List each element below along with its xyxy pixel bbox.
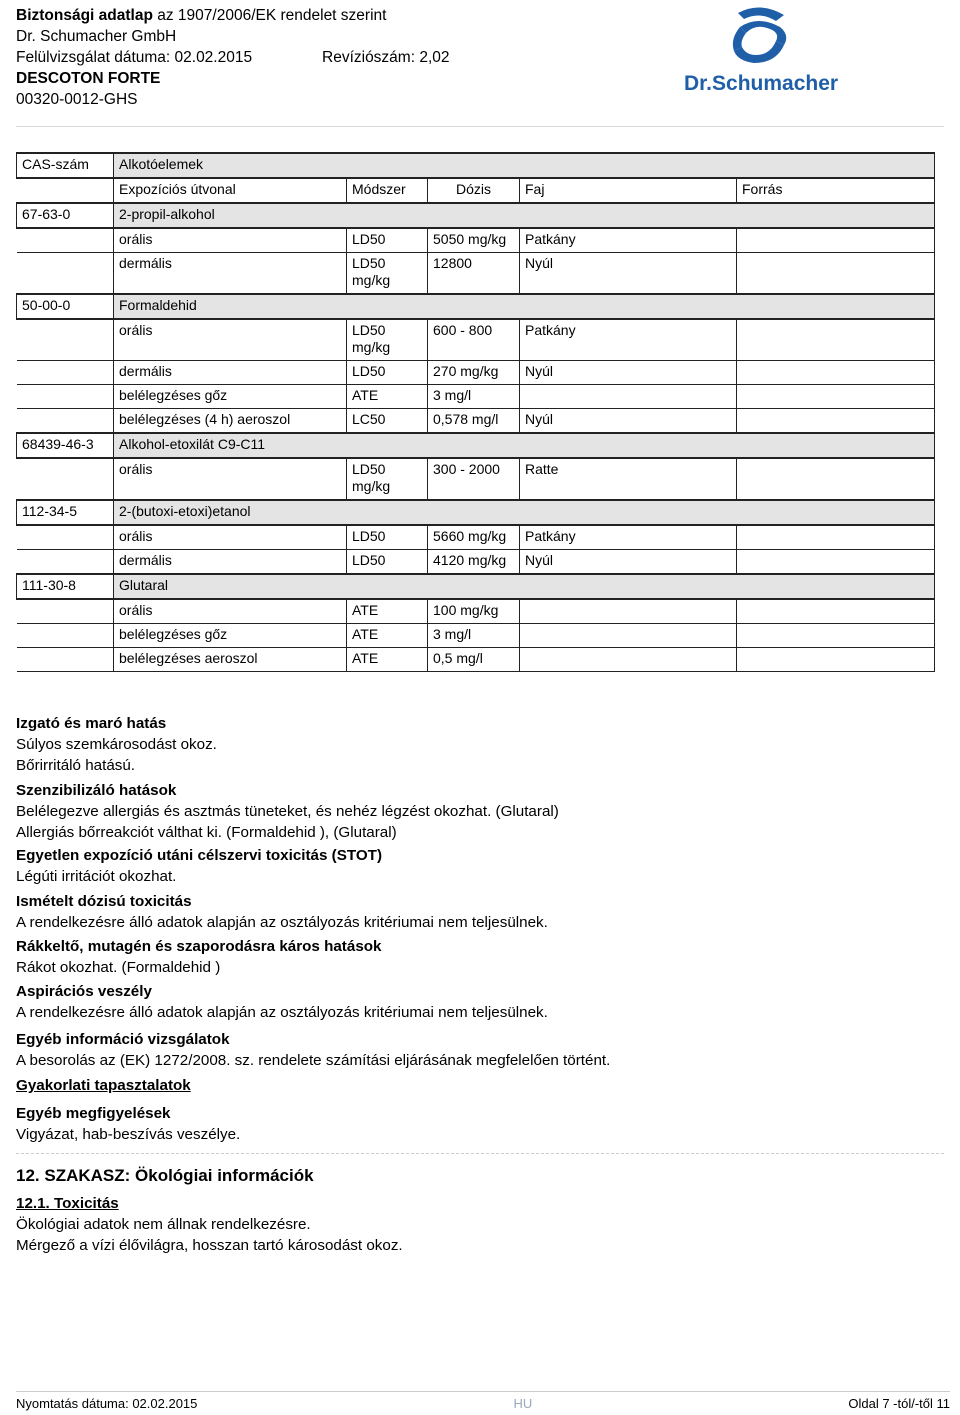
cell-source (737, 361, 935, 385)
sensitization-heading: Szenzibilizáló hatások (16, 782, 177, 799)
stot-heading: Egyetlen expozíció utáni célszervi toxicitás (STOT) (16, 847, 383, 864)
cell-empty-cas (17, 319, 114, 361)
cell-method: ATE (347, 624, 428, 648)
table-subheader-row (17, 178, 935, 203)
cell-species (520, 599, 737, 624)
cell-source (737, 599, 935, 624)
sensitization-section (16, 780, 936, 843)
table-row (17, 319, 935, 361)
cmr-line-1: Rákot okozhat. (Formaldehid ) (16, 959, 221, 976)
cell-route: belélegzéses aeroszol (114, 648, 347, 672)
company-name: Dr. Schumacher GmbH (16, 28, 177, 45)
section-12-1-heading: 12.1. Toxicitás (16, 1195, 119, 1212)
header-source: Forrás (737, 178, 935, 203)
cas-number: 112-34-5 (17, 500, 114, 525)
other-info-line-1: A besorolás az (EK) 1272/2008. sz. rendelete számítási eljárásának megfelelően történt. (16, 1052, 611, 1069)
section-divider (16, 1153, 944, 1154)
sensitization-line-2: Allergiás bőrreakciót válthat ki. (Formaldehid ), (Glutaral) (16, 824, 397, 841)
cell-method: LD50 mg/kg (347, 458, 428, 500)
component-name: 2-propil-alkohol (114, 203, 935, 228)
cell-empty-cas (17, 253, 114, 295)
component-row (17, 574, 935, 599)
section-12 (16, 1165, 936, 1186)
cell-dose: 0,5 mg/l (428, 648, 520, 672)
cell-route: belélegzéses gőz (114, 624, 347, 648)
cell-species: Nyúl (520, 409, 737, 434)
cell-empty-cas (17, 409, 114, 434)
cell-source (737, 228, 935, 253)
table-header-row (17, 153, 935, 178)
cell-route: orális (114, 228, 347, 253)
language-code: HU (513, 1396, 533, 1411)
cell-species: Nyúl (520, 361, 737, 385)
cell-method: ATE (347, 648, 428, 672)
repeated-dose-line-1: A rendelkezésre álló adatok alapján az osztályozás kritériumai nem teljesülnek. (16, 914, 548, 931)
other-info-heading: Egyéb információ vizsgálatok (16, 1031, 230, 1048)
irritation-line-1: Súlyos szemkárosodást okoz. (16, 736, 217, 753)
cell-species: Patkány (520, 525, 737, 550)
cell-source (737, 319, 935, 361)
section-12-title: 12. SZAKASZ: Ökológiai információk (16, 1166, 314, 1185)
cell-source (737, 458, 935, 500)
cell-method: LD50 (347, 525, 428, 550)
table-row (17, 599, 935, 624)
aspiration-line-1: A rendelkezésre álló adatok alapján az osztályozás kritériumai nem teljesülnek. (16, 1004, 548, 1021)
cell-dose: 600 - 800 (428, 319, 520, 361)
cell-empty-cas (17, 228, 114, 253)
cmr-heading: Rákkeltő, mutagén és szaporodásra káros hatások (16, 938, 382, 955)
cell-empty-cas (17, 361, 114, 385)
header-species: Faj (520, 178, 737, 203)
component-name: 2-(butoxi-etoxi)etanol (114, 500, 935, 525)
cell-source (737, 409, 935, 434)
observations-section (16, 1103, 936, 1145)
header-cas: CAS-szám (17, 153, 114, 178)
cell-species: Patkány (520, 228, 737, 253)
cell-route: orális (114, 599, 347, 624)
cell-source (737, 525, 935, 550)
cell-species: Ratte (520, 458, 737, 500)
cas-number: 67-63-0 (17, 203, 114, 228)
section-12-1-line-1: Ökológiai adatok nem állnak rendelkezésre. (16, 1216, 311, 1233)
cell-route: belélegzéses (4 h) aeroszol (114, 409, 347, 434)
table-row (17, 458, 935, 500)
table-row (17, 525, 935, 550)
table-row (17, 228, 935, 253)
cell-species: Nyúl (520, 253, 737, 295)
cell-source (737, 624, 935, 648)
page-footer (16, 1396, 950, 1411)
review-date: Felülvizsgálat dátuma: 02.02.2015 (16, 49, 253, 66)
logo-mark-icon (733, 7, 786, 63)
svg-text:Dr.Schumacher: Dr.Schumacher (684, 72, 839, 95)
stot-line-1: Légúti irritációt okozhat. (16, 868, 177, 885)
component-row (17, 203, 935, 228)
irritation-line-2: Bőrirritáló hatású. (16, 757, 136, 774)
cell-method: LD50 (347, 550, 428, 575)
irritation-section (16, 713, 936, 776)
cell-source (737, 385, 935, 409)
cell-source (737, 253, 935, 295)
revision-number: Revíziószám: 2,02 (322, 49, 450, 66)
product-code: 00320-0012-GHS (16, 91, 138, 108)
cell-method: LD50 mg/kg (347, 319, 428, 361)
cell-dose: 4120 mg/kg (428, 550, 520, 575)
component-name: Glutaral (114, 574, 935, 599)
cmr-section (16, 936, 936, 978)
header-divider (16, 126, 944, 127)
component-row (17, 500, 935, 525)
cell-dose: 3 mg/l (428, 624, 520, 648)
table-row (17, 385, 935, 409)
component-row (17, 294, 935, 319)
cell-empty-cas (17, 648, 114, 672)
cell-method: LD50 (347, 228, 428, 253)
component-name: Formaldehid (114, 294, 935, 319)
table-row (17, 253, 935, 295)
sensitization-line-1: Belélegezve allergiás és asztmás tüneteket, és nehéz légzést okozhat. (Glutaral) (16, 803, 559, 820)
cell-empty-cas (17, 599, 114, 624)
cas-number: 50-00-0 (17, 294, 114, 319)
observations-heading: Egyéb megfigyelések (16, 1105, 171, 1122)
table-row (17, 550, 935, 575)
review-row (16, 47, 656, 68)
cell-method: ATE (347, 385, 428, 409)
company-logo (680, 5, 840, 97)
cell-route: dermális (114, 253, 347, 295)
table-row (17, 409, 935, 434)
cell-species (520, 624, 737, 648)
repeated-dose-section (16, 891, 936, 933)
practical-section (16, 1075, 936, 1096)
cas-number: 68439-46-3 (17, 433, 114, 458)
cell-dose: 270 mg/kg (428, 361, 520, 385)
cell-method: LD50 (347, 361, 428, 385)
cell-route: orális (114, 458, 347, 500)
cell-route: belélegzéses gőz (114, 385, 347, 409)
cell-dose: 5660 mg/kg (428, 525, 520, 550)
cell-source (737, 648, 935, 672)
cell-empty-cas (17, 458, 114, 500)
table-row (17, 624, 935, 648)
other-info-section (16, 1029, 936, 1071)
cell-dose: 3 mg/l (428, 385, 520, 409)
document-header (16, 5, 656, 110)
aspiration-section (16, 981, 936, 1023)
cell-route: dermális (114, 361, 347, 385)
cell-empty-cas (17, 525, 114, 550)
section-12-1-line-2: Mérgező a vízi élővilágra, hosszan tartó károsodást okoz. (16, 1237, 403, 1254)
cell-dose: 0,578 mg/l (428, 409, 520, 434)
header-route: Expozíciós útvonal (114, 178, 347, 203)
cell-dose: 12800 (428, 253, 520, 295)
cell-dose: 5050 mg/kg (428, 228, 520, 253)
irritation-heading: Izgató és maró hatás (16, 715, 167, 732)
component-row (17, 433, 935, 458)
document-title: Biztonsági adatlap az 1907/2006/EK rendelet szerint (16, 7, 387, 24)
practical-heading: Gyakorlati tapasztalatok (16, 1077, 191, 1094)
cell-empty-cas (17, 385, 114, 409)
print-date: Nyomtatás dátuma: 02.02.2015 (16, 1396, 198, 1411)
cell-method: LD50 mg/kg (347, 253, 428, 295)
footer-divider (16, 1391, 950, 1392)
cell-source (737, 550, 935, 575)
cell-empty-cas (17, 550, 114, 575)
observations-line-1: Vigyázat, hab-beszívás veszélye. (16, 1126, 241, 1143)
cell-route: dermális (114, 550, 347, 575)
product-name: DESCOTON FORTE (16, 70, 161, 87)
header-dose: Dózis (428, 178, 520, 203)
cell-method: ATE (347, 599, 428, 624)
cell-dose: 300 - 2000 (428, 458, 520, 500)
cell-dose: 100 mg/kg (428, 599, 520, 624)
stot-section (16, 845, 936, 887)
cell-species (520, 385, 737, 409)
cell-species (520, 648, 737, 672)
table-row (17, 648, 935, 672)
cell-species: Patkány (520, 319, 737, 361)
cell-method: LC50 (347, 409, 428, 434)
section-12-1 (16, 1193, 936, 1256)
cell-route: orális (114, 525, 347, 550)
repeated-dose-heading: Ismételt dózisú toxicitás (16, 893, 192, 910)
header-method: Módszer (347, 178, 428, 203)
cell-empty-cas (17, 624, 114, 648)
toxicity-table (16, 152, 935, 672)
table-row (17, 361, 935, 385)
cell-species: Nyúl (520, 550, 737, 575)
cas-number: 111-30-8 (17, 574, 114, 599)
aspiration-heading: Aspirációs veszély (16, 983, 152, 1000)
header-component: Alkotóelemek (114, 153, 935, 178)
page-number: Oldal 7 -tól/-től 11 (848, 1396, 950, 1411)
cell-route: orális (114, 319, 347, 361)
component-name: Alkohol-etoxilát C9-C11 (114, 433, 935, 458)
